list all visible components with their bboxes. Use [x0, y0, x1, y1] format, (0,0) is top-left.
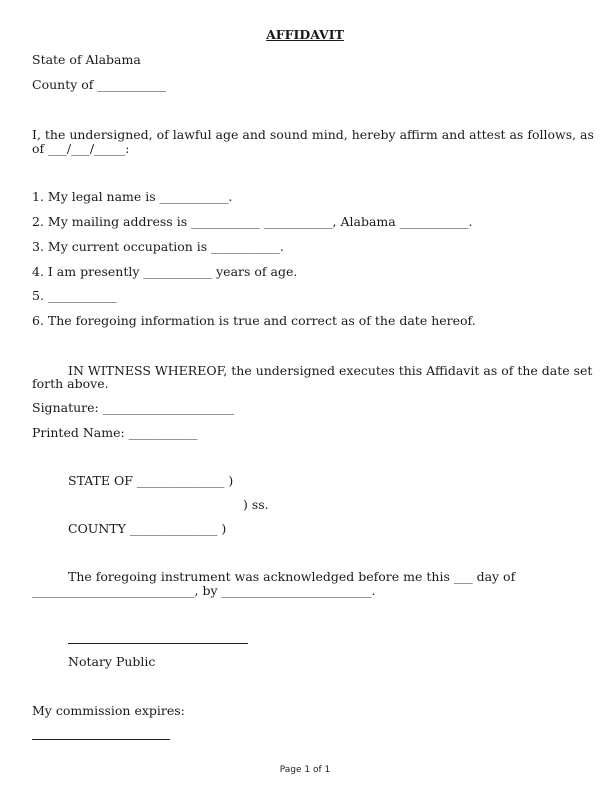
witness-line-2: forth above.: [32, 376, 109, 391]
intro-line-2: of ___/___/_____:: [32, 141, 130, 156]
commission-expires-label: My commission expires:: [32, 703, 185, 718]
state-line: State of Alabama: [32, 52, 141, 67]
intro-line-1: I, the undersigned, of lawful age and sound mind, hereby affirm and attest as follows, as: [32, 127, 594, 142]
item-mailing-address: 2. My mailing address is ___________ ___________, Alabama ___________.: [32, 214, 473, 229]
notary-ss-line: ) ss.: [243, 497, 269, 512]
item-five: 5. ___________: [32, 288, 117, 303]
acknowledgment-line-2: __________________________, by ________________________.: [32, 583, 376, 598]
document-title: AFFIDAVIT: [266, 27, 344, 42]
item-legal-name: 1. My legal name is ___________.: [32, 189, 233, 204]
acknowledgment-line-1: The foregoing instrument was acknowledged before me this ___ day of: [68, 569, 516, 584]
witness-line-1: IN WITNESS WHEREOF, the undersigned executes this Affidavit as of the date set: [68, 363, 593, 378]
county-line: County of ___________: [32, 77, 167, 92]
signature-line: Signature: _____________________: [32, 400, 234, 415]
commission-date-rule: [32, 739, 170, 740]
notary-county-line: COUNTY ______________ ): [68, 521, 227, 536]
printed-name-line: Printed Name: ___________: [32, 425, 198, 440]
item-occupation: 3. My current occupation is ___________.: [32, 239, 284, 254]
item-age: 4. I am presently ___________ years of age.: [32, 264, 298, 279]
notary-public-label: Notary Public: [68, 654, 156, 669]
page-footer: Page 1 of 1: [279, 765, 331, 775]
notary-state-line: STATE OF ______________ ): [68, 473, 234, 488]
notary-signature-rule: [68, 643, 248, 644]
item-true-correct: 6. The foregoing information is true and correct as of the date hereof.: [32, 313, 476, 328]
